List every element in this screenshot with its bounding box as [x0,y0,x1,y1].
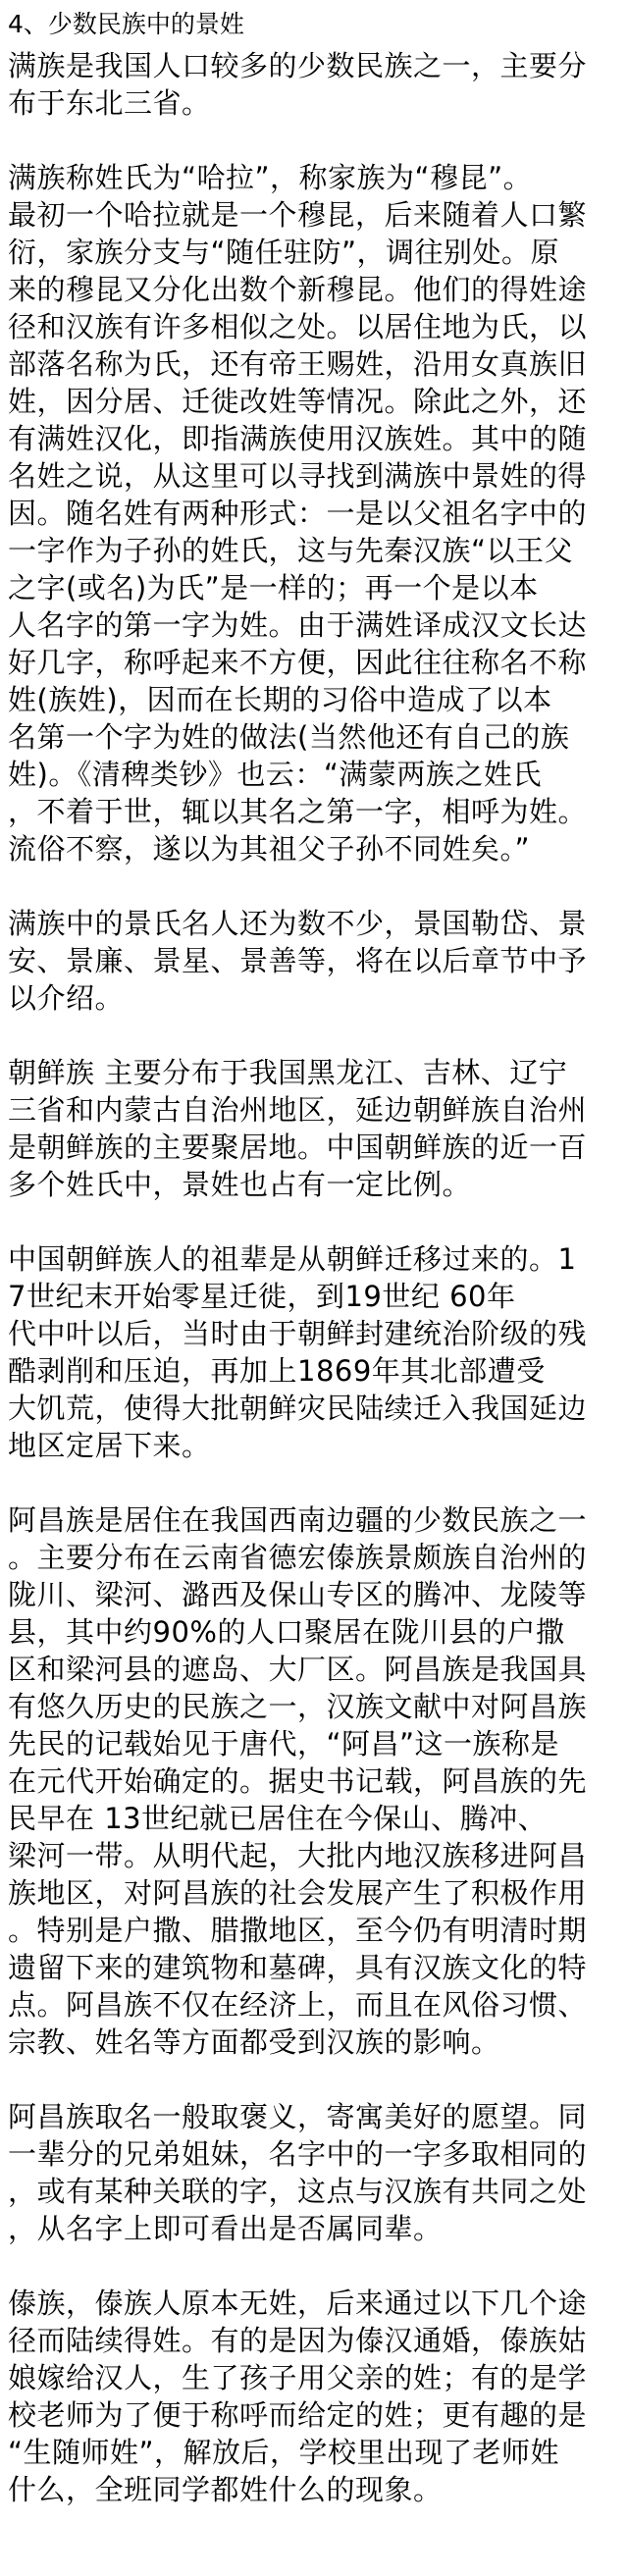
text-line: 什么，全班同学都姓什么的现象。 [8,2473,443,2506]
text-line: 傣族，傣族人原本无姓，后来通过以下几个途 [8,2287,588,2320]
text-line: 宗教、姓名等方面都受到汉族的影响。 [8,2025,500,2059]
text-line: 来的穆昆又分化出数个新穆昆。他们的得姓途 [8,273,588,306]
text-line: 娘嫁给汉人，生了孩子用父亲的姓；有的是学 [8,2361,588,2394]
text-line: 三省和内蒙古自治州地区，延边朝鲜族自治州 [8,1093,588,1127]
text-line: 7世纪末开始零星迁徙，到19世纪 60年 [8,1280,516,1313]
document-body [8,47,618,2508]
text-line: 点。阿昌族不仅在经济上，而且在风俗习惯、 [8,1988,588,2022]
text-line: 最初一个哈拉就是一个穆昆，后来随着人口繁 [8,198,588,232]
text-line: ，不着于世，辄以其名之第一字，相呼为姓。 [8,795,588,828]
text-line: 布于东北三省。 [8,86,211,120]
text-line: 姓(族姓)，因而在长期的习俗中造成了以本 [8,683,552,716]
text-line: 遗留下来的建筑物和墓碑，具有汉族文化的特 [8,1951,588,1984]
text-line: 一字作为子孙的姓氏，这与先秦汉族“以王父 [8,534,574,567]
text-line: 姓，因分居、迁徙改姓等情况。除此之外，还 [8,385,588,418]
text-line: “生随师姓”，解放后，学校里出现了老师姓 [8,2436,560,2469]
text-line: 先民的记载始见于唐代，“阿昌”这一族称是 [8,1727,560,1761]
text-line: 部落名称为氏，还有帝王赐姓，沿用女真族旧 [8,347,588,381]
paragraph [8,1054,618,1203]
text-line: 名第一个字为姓的做法(当然他还有自己的族 [8,720,570,754]
text-line: 安、景廉、景星、景善等，将在以后章节中予 [8,944,588,977]
text-line: 姓)。《清稗类钞》也云：“满蒙两族之姓氏 [8,758,542,791]
text-line: 径而陆续得姓。有的是因为傣汉通婚，傣族姑 [8,2324,588,2357]
text-line: 。主要分布在云南省德宏傣族景颇族自治州的 [8,1541,588,1574]
text-line: 有满姓汉化，即指满族使用汉族姓。其中的随 [8,422,588,455]
text-line: ，或有某种关联的字，这点与汉族有共同之处 [8,2175,588,2208]
text-line: 满族是我国人口较多的少数民族之一，主要分 [8,49,588,82]
text-line: 流俗不察，遂以为其祖父子孙不同姓矣。” [8,832,531,866]
text-line: 之字(或名)为氏”是一样的；再一个是以本 [8,571,539,605]
text-line: 因。随名姓有两种形式：一是以父祖名字中的 [8,497,588,530]
text-line: 名姓之说，从这里可以寻找到满族中景姓的得 [8,459,588,493]
paragraph [8,1501,618,2061]
text-line: 代中叶以后，当时由于朝鲜封建统治阶级的残 [8,1317,588,1350]
paragraph [8,1240,618,1464]
text-line: 民早在 13世纪就已居住在今保山、腾冲、 [8,1802,548,1835]
paragraph [8,905,618,1017]
text-line: 区和梁河县的遮岛、大厂区。阿昌族是我国具 [8,1653,588,1686]
paragraph [8,2098,618,2247]
text-line: 地区定居下来。 [8,1429,211,1462]
text-line: 有悠久历史的民族之一，汉族文献中对阿昌族 [8,1690,588,1723]
paragraph [8,47,618,122]
text-line: 多个姓氏中，景姓也占有一定比例。 [8,1168,472,1201]
text-line: 阿昌族是居住在我国西南边疆的少数民族之一 [8,1503,588,1537]
text-line: 大饥荒，使得大批朝鲜灾民陆续迁入我国延边 [8,1392,588,1425]
text-line: 阿昌族取名一般取褒义，寄寓美好的愿望。同 [8,2100,588,2133]
text-line: 人名字的第一字为姓。由于满姓译成汉文长达 [8,608,588,642]
paragraph [8,159,618,867]
section-heading: 4、少数民族中的景姓 [8,10,244,38]
text-line: 。特别是户撒、腊撒地区，至今仍有明清时期 [8,1914,588,1947]
text-line: 县，其中约90%的人口聚居在陇川县的户撒 [8,1615,565,1649]
text-line: 中国朝鲜族人的祖辈是从朝鲜迁移过来的。1 [8,1242,577,1276]
text-line: 酷剥削和压迫，再加上1869年其北部遭受 [8,1354,546,1388]
text-line: 是朝鲜族的主要聚居地。中国朝鲜族的近一百 [8,1130,588,1164]
text-line: 一辈分的兄弟姐妹，名字中的一字多取相同的 [8,2137,588,2171]
text-line: 梁河一带。从明代起，大批内地汉族移进阿昌 [8,1839,588,1872]
text-line: 在元代开始确定的。据史书记载，阿昌族的先 [8,1764,588,1798]
text-line: 陇川、梁河、潞西及保山专区的腾冲、龙陵等 [8,1578,588,1611]
text-line: 满族称姓氏为“哈拉”，称家族为“穆昆”。 [8,161,533,194]
text-line: ，从名字上即可看出是否属同辈。 [8,2212,443,2245]
text-line: 以介绍。 [8,981,125,1015]
text-line: 朝鲜族 主要分布于我国黑龙江、吉林、辽宁 [8,1056,568,1089]
text-line: 径和汉族有许多相似之处。以居住地为氏，以 [8,310,588,343]
text-line: 校老师为了便于称呼而给定的姓；更有趣的是 [8,2398,588,2432]
paragraph [8,2285,618,2508]
text-line: 衍，家族分支与“随任驻防”，调往别处。原 [8,236,560,269]
text-line: 满族中的景氏名人还为数不少，景国勒岱、景 [8,907,588,940]
text-line: 族地区，对阿昌族的社会发展产生了积极作用 [8,1876,588,1910]
text-line: 好几字，称呼起来不方便，因此往往称名不称 [8,646,588,679]
